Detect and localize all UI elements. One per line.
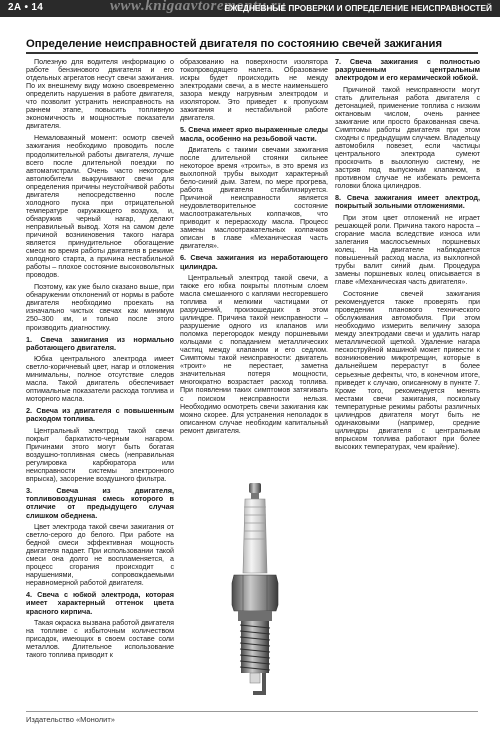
case-6-heading: 6. Свеча зажигания из неработающего цилиндра. bbox=[180, 253, 328, 271]
column-2 bbox=[180, 58, 328, 439]
case-4-heading: 4. Свеча с юбкой электрода, которая имеет характерный оттенок цвета красного кирпича. bbox=[26, 590, 174, 616]
column-3 bbox=[335, 58, 480, 455]
case-6-text: Центральный электрод такой свечи, а также его юбка покрыты плотным слоем масла смешанного с каплями несгоревшего топлива и мелкими частицами от разрушений, произошедших в этом цилиндре. Причина такой неисправности – разрушение одного из клапанов или поломка перегородок между поршневыми кольцами с попаданием металлических частиц между клапаном и его седлом. Симптомы такой неисправности: двигатель «троит» не перестает, заметна значительная потеря мощности, многократно возрастает расход топлива. При появлении таких симптомов затягивать с поиском неисправности нельзя. Необходимо осмотреть свечи зажигания как можно скорее. Для устранения неполадок в описанном случае необходим капитальный ремонт двигателя. bbox=[180, 273, 328, 435]
intro-paragraph: Немаловажный момент: осмотр свечей зажигания необходимо проводить после продолжительной работы двигателя, лучше всего после длительной поездки по автомагистрали. Очень часто некоторые автолюбители выкручивают свечи для определения причины неустойчивой работы двигателя непосредственно после холодного пуска при отрицательной температуре окружающего воздуха, и, обнаружив черный нагар, делают неправильный вывод. Хотя на самом деле причиной возникновения такого нагара является принудительное обогащение смеси во время работы двигателя в режиме холодного старта, а причина нестабильной работы – плохое состояние высоковольтных проводов. bbox=[26, 134, 174, 280]
case-2-heading: 2. Свеча из двигателя с повышенным расходом топлива. bbox=[26, 406, 174, 424]
spark-plug-illustration bbox=[220, 483, 290, 698]
section-title: Определение неисправностей двигателя по состоянию свечей зажигания bbox=[26, 38, 443, 50]
footer-rule bbox=[26, 711, 478, 712]
maintenance-paragraph: Состояние свечей зажигания рекомендуется также проверять при проведении планового технического обслуживания автомобиля. При этом необходимо измерить величину зазора между электродами свечи и удалить нагар металлической щеткой. Удаление нагара пескоструйной машиной может привести к возникновению микротрещин, которые в дальнейшем перерастут в более серьезные дефекты, что, в конечном итоге, приведет к случаю, описанному в пункте 7. Кроме того, рекомендуется менять местами свечи зажигания, поскольку температурные режимы работы различных цилиндров двигателя могут быть не одинаковыми (например, средние цилиндры двигателя с центральным впрыском топлива работают при более высоких температурах, чем крайние). bbox=[335, 290, 480, 451]
case-3-heading: 3. Свеча из двигателя, топливовоздушная смесь которого в отличие от предыдущего случая слишком обеднена. bbox=[26, 485, 174, 520]
watermark: www.knigaavtoremontu.ru bbox=[110, 0, 286, 14]
case-8-heading: 8. Свеча зажигания имеет электрод, покрытый зольными отложениями. bbox=[335, 193, 480, 211]
case-3-text: Цвет электрода такой свечи зажигания от светло-серого до белого. При работе на бедной смеси эффективная мощность двигателя падает. При использовании такой смеси она долго не воспламеняется, а процесс сгорания происходит с нарушениями, сопровождаемыми неравномерной работой двигателя. bbox=[26, 522, 174, 588]
title-rule bbox=[26, 52, 478, 54]
case-7-text: Причиной такой неисправности могут стать длительная работа двигателя с детонацией, применение топлива с низким октановым числом, очень раннее зажигание или просто бракованная свеча. Симптомы работы двигателя при этом сходны с предыдущим случаем. Владельцу автомобиля повезет, если частицы центрального электрода сумеют проскочить в выхлопную систему, не застряв под выпускным клапаном, в противном случае не избежать ремонта головки блока цилиндров. bbox=[335, 85, 480, 191]
page-number: 2А • 14 bbox=[8, 2, 44, 13]
publisher-footer: Издательство «Монолит» bbox=[26, 715, 115, 724]
column-1 bbox=[26, 58, 174, 663]
intro-paragraph: Поэтому, как уже было сказано выше, при обнаружении отклонений от нормы в работе двигателя необходимо проехать на изначально чистых свечах как минимум 250–300 км, и только после этого производить диагностику. bbox=[26, 283, 174, 332]
running-head: ЕЖЕДНЕВНЫЕ ПРОВЕРКИ И ОПРЕДЕЛЕНИЕ НЕИСПРАВНОСТЕЙ bbox=[224, 3, 492, 13]
case-1-heading: 1. Свеча зажигания из нормально работающего двигателя. bbox=[26, 334, 174, 352]
case-2-text: Центральный электрод такой свечи покрыт бархатисто-черным нагаром. Причинами этого могут быть богатая воздушно-топливная смесь (неправильная регулировка карбюратора или неисправности системы электронного впрыска), засорение воздушного фильтра. bbox=[26, 426, 174, 483]
case-1-text: Юбка центрального электрода имеет светло-коричневый цвет, нагар и отложения минимальны, полное отсутствие следов масла. Такой двигатель обеспечивает оптимальные показатели расхода топлива и моторного масла. bbox=[26, 354, 174, 404]
case-5-heading: 5. Свеча имеет ярко выраженные следы масла, особенно на резьбовой части. bbox=[180, 125, 328, 143]
intro-paragraph: Полезную для водителя информацию о работе бензинового двигателя и его отдельных агрегатов несут свечи зажигания. По их внешнему виду можно своевременно определить нарушения в работе двигателя, что позволит устранить неисправность на раннем этапе, повысить топливную экономичность и мощностные показатели двигателя. bbox=[26, 58, 174, 131]
case-7-heading: 7. Свеча зажигания с полностью разрушенным центральным электродом и его керамической юбкой. bbox=[335, 57, 480, 83]
case-8-text: При этом цвет отложений не играет решающей роли. Причина такого нароста – сгорание масла вследствие износа или залегания маслосъемных поршневых колец. На двигателе наблюдается повышенный расход масла, из выхлопной трубы валит синий дым. Процедура замены поршневых колец описывается в главе «Механическая часть двигателя». bbox=[335, 213, 480, 286]
case-5-text: Двигатель с такими свечами зажигания после длительной стоянки сильнее некоторое время «троить», в это время из выхлопной трубы выходит характерный бело-синий дым. Затем, по мере прогрева, работа двигателя стабилизируется. Причиной неисправности является неудовлетворительное состояние маслоотражательных колпачков, что приводит к перерасходу масла. Процесс замены маслоотражательных колпачков описан в главе «Механическая часть двигателя». bbox=[180, 145, 328, 251]
case-4-text: Такая окраска вызвана работой двигателя на топливе с избыточным количеством присадок, имеющих в своем составе соли металлов. Длительное использование такого топлива приводит к bbox=[26, 618, 174, 659]
case-4-continued: образованию на поверхности изолятора токопроводящего налета. Образование искры будет происходить не между электродами свечи, а в месте наименьшего зазора между нагрувным электродом и изолятором. Это приведет к пропускам зажигания и нестабильной работе двигателя. bbox=[180, 58, 328, 123]
